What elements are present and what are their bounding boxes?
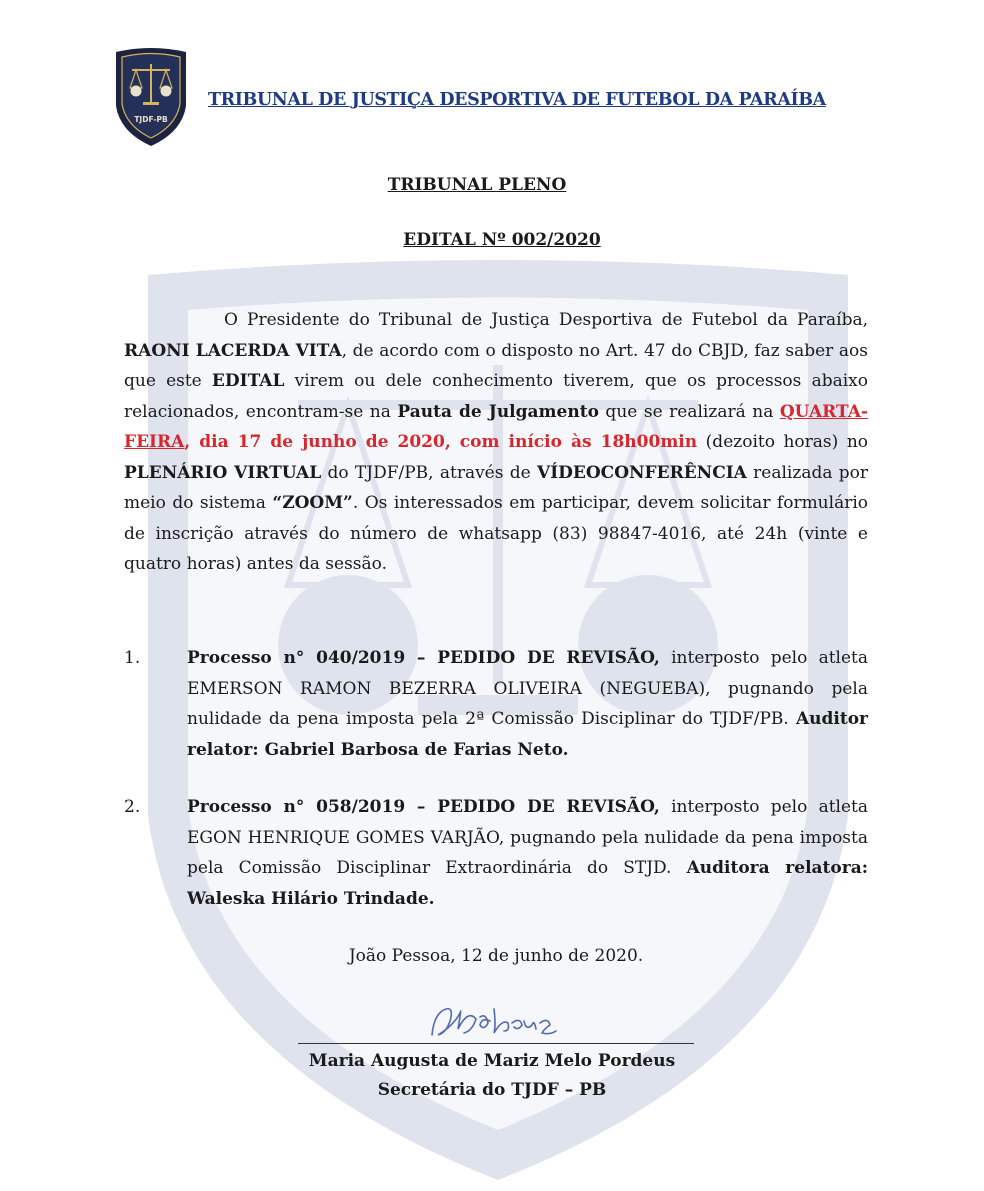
signer-name: Maria Augusta de Mariz Melo Pordeus <box>308 1051 676 1071</box>
item-number: 2. <box>124 797 141 817</box>
signer-role: Secretária do TJDF – PB <box>377 1080 607 1100</box>
section-heading: TRIBUNAL PLENO <box>387 175 567 195</box>
signature-line <box>298 1043 694 1044</box>
court-name: TRIBUNAL DE JUSTIÇA DESPORTIVA DE FUTEBOL DA PARAÍBA <box>208 90 826 110</box>
edital-title: EDITAL Nº 002/2020 <box>403 230 601 250</box>
list-item <box>124 643 868 765</box>
edital-word: EDITAL <box>211 371 285 391</box>
process-text: interposto pelo atleta EGON HENRIQUE GOMES VARJÃO, pugnando pela nulidade da pena imposta pela Comissão Disciplinar Extraordinária do STJD. <box>187 797 868 878</box>
process-text: interposto pelo atleta EMERSON RAMON BEZERRA OLIVEIRA (NEGUEBA), pugnando pela nulidade da pena imposta pela 2ª Comissão Disciplinar do TJDF/PB. <box>187 648 868 729</box>
tjdf-pb-shield-logo-icon <box>112 44 190 148</box>
session-weekday: QUARTA-FEIRA <box>124 401 868 452</box>
videoconferencia: VÍDEOCONFERÊNCIA <box>537 462 747 483</box>
president-name: RAONI LACERDA VITA <box>124 340 342 361</box>
plenario-virtual: PLENÁRIO VIRTUAL <box>124 462 322 483</box>
process-rapporteur: Auditor relator: Gabriel Barbosa de Farias Neto. <box>187 709 868 760</box>
pauta-julgamento: Pauta de Julgamento <box>397 401 599 422</box>
intro-paragraph: O Presidente do Tribunal de Justiça Desportiva de Futebol da Paraíba, RAONI LACERDA VITA, de acordo com o disposto no Art. 47 do CBJD, faz saber aos que este EDITAL virem ou dele conhecimento tiverem, que os processos abaixo relacionados, encontram-se na Pauta de Julgamento que se realizará na QUARTA-FEIRA, dia 17 de junho de 2020, com início às 18h00min (dezoito horas) no PLENÁRIO VIRTUAL do TJDF/PB, através de VÍDEOCONFERÊNCIA realizada por meio do sistema “ZOOM”. Os interessados em participar, devem solicitar formulário de inscrição através do número de whatsapp (83) 98847-4016, até 24h (vinte e quatro horas) antes da sessão. <box>124 310 869 574</box>
list-item <box>124 792 868 914</box>
process-title: Processo n° 058/2019 – PEDIDO DE REVISÃO, <box>187 797 660 817</box>
item-number: 1. <box>124 648 141 668</box>
process-rapporteur: Auditora relatora: Waleska Hilário Trindade. <box>187 858 868 909</box>
logo-text: TJDF-PB <box>134 115 168 124</box>
session-date-time: , dia 17 de junho de 2020, com início às 18h00min <box>184 432 698 452</box>
process-title: Processo n° 040/2019 – PEDIDO DE REVISÃO, <box>187 648 660 668</box>
handwritten-signature-icon <box>424 995 564 1047</box>
zoom-system: “ZOOM” <box>272 493 353 513</box>
place-date: João Pessoa, 12 de junho de 2020. <box>348 946 644 966</box>
